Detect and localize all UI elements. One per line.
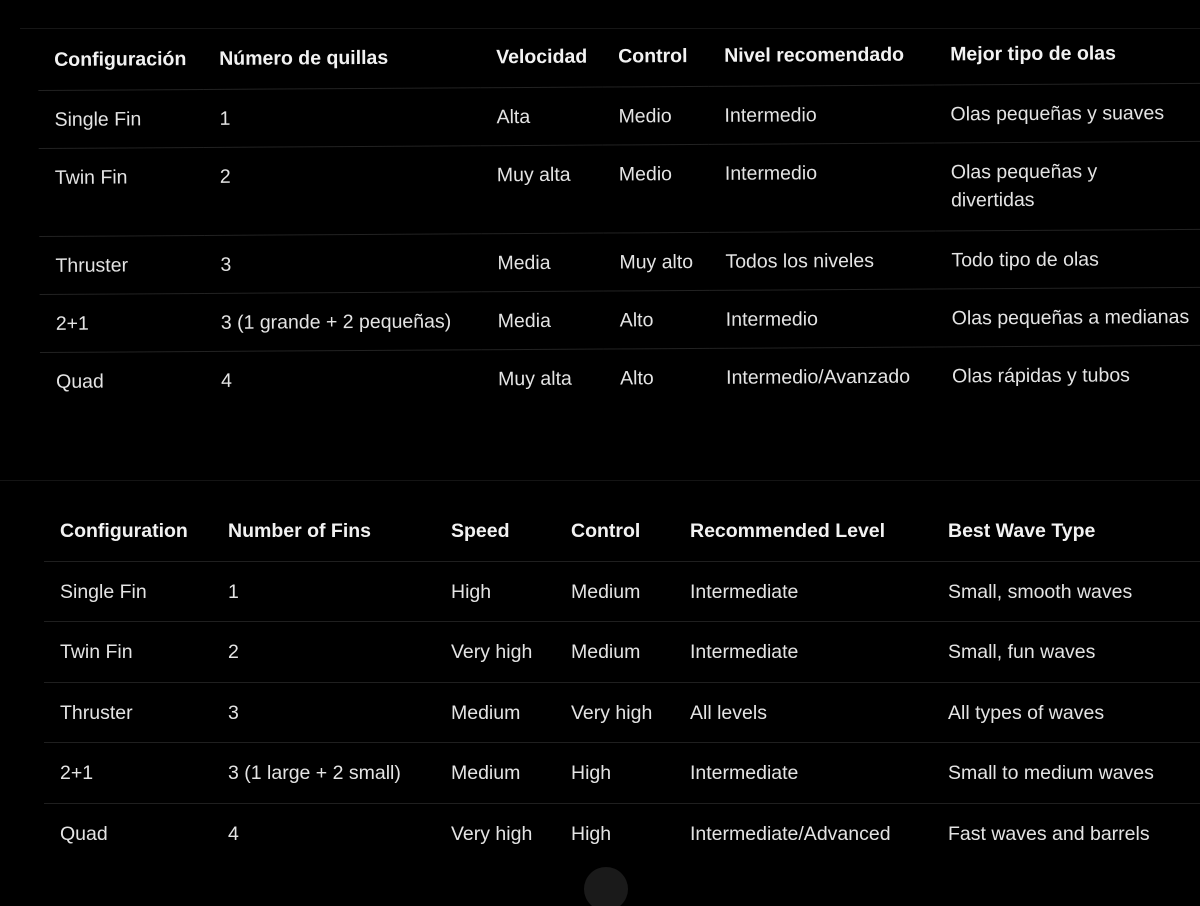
table-header-row [44,503,1200,561]
table-row [39,229,1200,294]
table-row [40,345,1200,410]
table-cell: Medio [618,104,672,127]
table-cell: Intermedio [724,161,818,185]
column-header: Velocidad [496,45,588,69]
column-header: Nivel recomendado [724,43,905,67]
table-cell: Thruster [55,253,129,277]
table-header-row [38,25,1200,90]
column-header: Mejor tipo de olas [950,42,1116,66]
table-cell: High [571,822,612,845]
column-header: Speed [451,520,510,542]
table-cell: All levels [690,701,767,724]
column-header: Configuración [54,48,187,71]
table-cell: Twin Fin [60,641,133,663]
table-row [44,743,1200,804]
table-cell: Medium [451,701,521,724]
table-row [44,803,1200,864]
table-cell: Media [497,251,551,274]
table-cell: Medium [571,580,641,603]
table-row [40,287,1200,352]
table-cell: 4 [221,369,233,392]
table-cell: Intermediate [690,641,799,663]
table-cell: Quad [60,822,108,845]
table-cell: Todos los niveles [725,249,874,273]
column-header: Configuration [60,520,188,542]
table-cell: Olas rápidas y tubos [952,363,1130,387]
table-cell: Single Fin [54,107,142,131]
table-cell: Muy alta [496,163,571,186]
column-header: Número de quillas [219,46,389,70]
table-cell: Medium [571,641,641,663]
table-cell: Medium [451,762,521,784]
table-cell: Intermediate [690,580,799,603]
table-cell: Alto [619,308,654,331]
table-cell: 2 [219,165,231,188]
table-cell: 3 (1 grande + 2 pequeñas) [220,309,452,334]
table-cell: 3 [220,253,232,276]
table-cell: 3 (1 large + 2 small) [228,762,401,784]
table-cell: 1 [228,580,239,603]
table-cell: Small, smooth waves [948,580,1133,603]
table-cell: Olas pequeñas y suaves [950,101,1165,125]
table-cell: High [451,580,492,603]
table-cell: Quad [56,370,104,393]
table-row [44,622,1200,683]
table-cell: 4 [228,822,239,845]
table-cell: Intermediate [690,762,799,784]
scroll-indicator-dot [584,867,628,906]
table-cell: Twin Fin [54,165,128,189]
column-header: Control [618,45,688,68]
table-cell: Medio [618,162,673,185]
table-cell: 2+1 [55,312,89,335]
table-cell: Intermediate/Advanced [690,822,891,845]
table-cell: Very high [451,822,533,845]
table-cell: High [571,762,612,784]
table-cell: Alto [620,366,654,389]
table-cell: Intermedio [724,103,817,127]
table-cell: Thruster [60,701,133,724]
table-row [38,83,1200,148]
table-cell: Alta [496,105,531,128]
spanish-fin-configuration-table [38,25,1200,410]
table-cell: Fast waves and barrels [948,822,1150,845]
column-header: Control [571,520,641,542]
table-cell: Very high [571,701,653,724]
column-header: Number of Fins [228,520,372,542]
table-cell: All types of waves [948,701,1105,724]
table-cell: Small to medium waves [948,762,1154,784]
table-cell: 1 [219,107,231,130]
table-cell: Media [497,309,551,332]
table-cell: Muy alta [498,367,572,390]
table-cell: 2 [228,641,239,663]
column-header: Best Wave Type [948,520,1096,542]
table-cell: 3 [228,701,239,724]
table-cell: Single Fin [60,580,147,603]
table-row [39,141,1200,236]
english-fin-configuration-table [44,503,1200,864]
table-cell: Intermedio/Avanzado [726,365,911,389]
table-cell: Olas pequeñas a medianas [951,305,1190,329]
table-cell: Olas pequeñas y divertidas [950,160,1098,211]
table-cell: Intermedio [725,307,818,331]
table-cell: Muy alto [619,250,694,273]
english-table-panel [0,480,1200,906]
table-cell: Small, fun waves [948,641,1096,663]
table-cell: 2+1 [60,762,94,784]
table-row [44,561,1200,622]
table-cell: Very high [451,641,533,663]
table-cell: Todo tipo de olas [951,248,1099,271]
column-header: Recommended Level [690,520,886,542]
table-row [44,682,1200,743]
